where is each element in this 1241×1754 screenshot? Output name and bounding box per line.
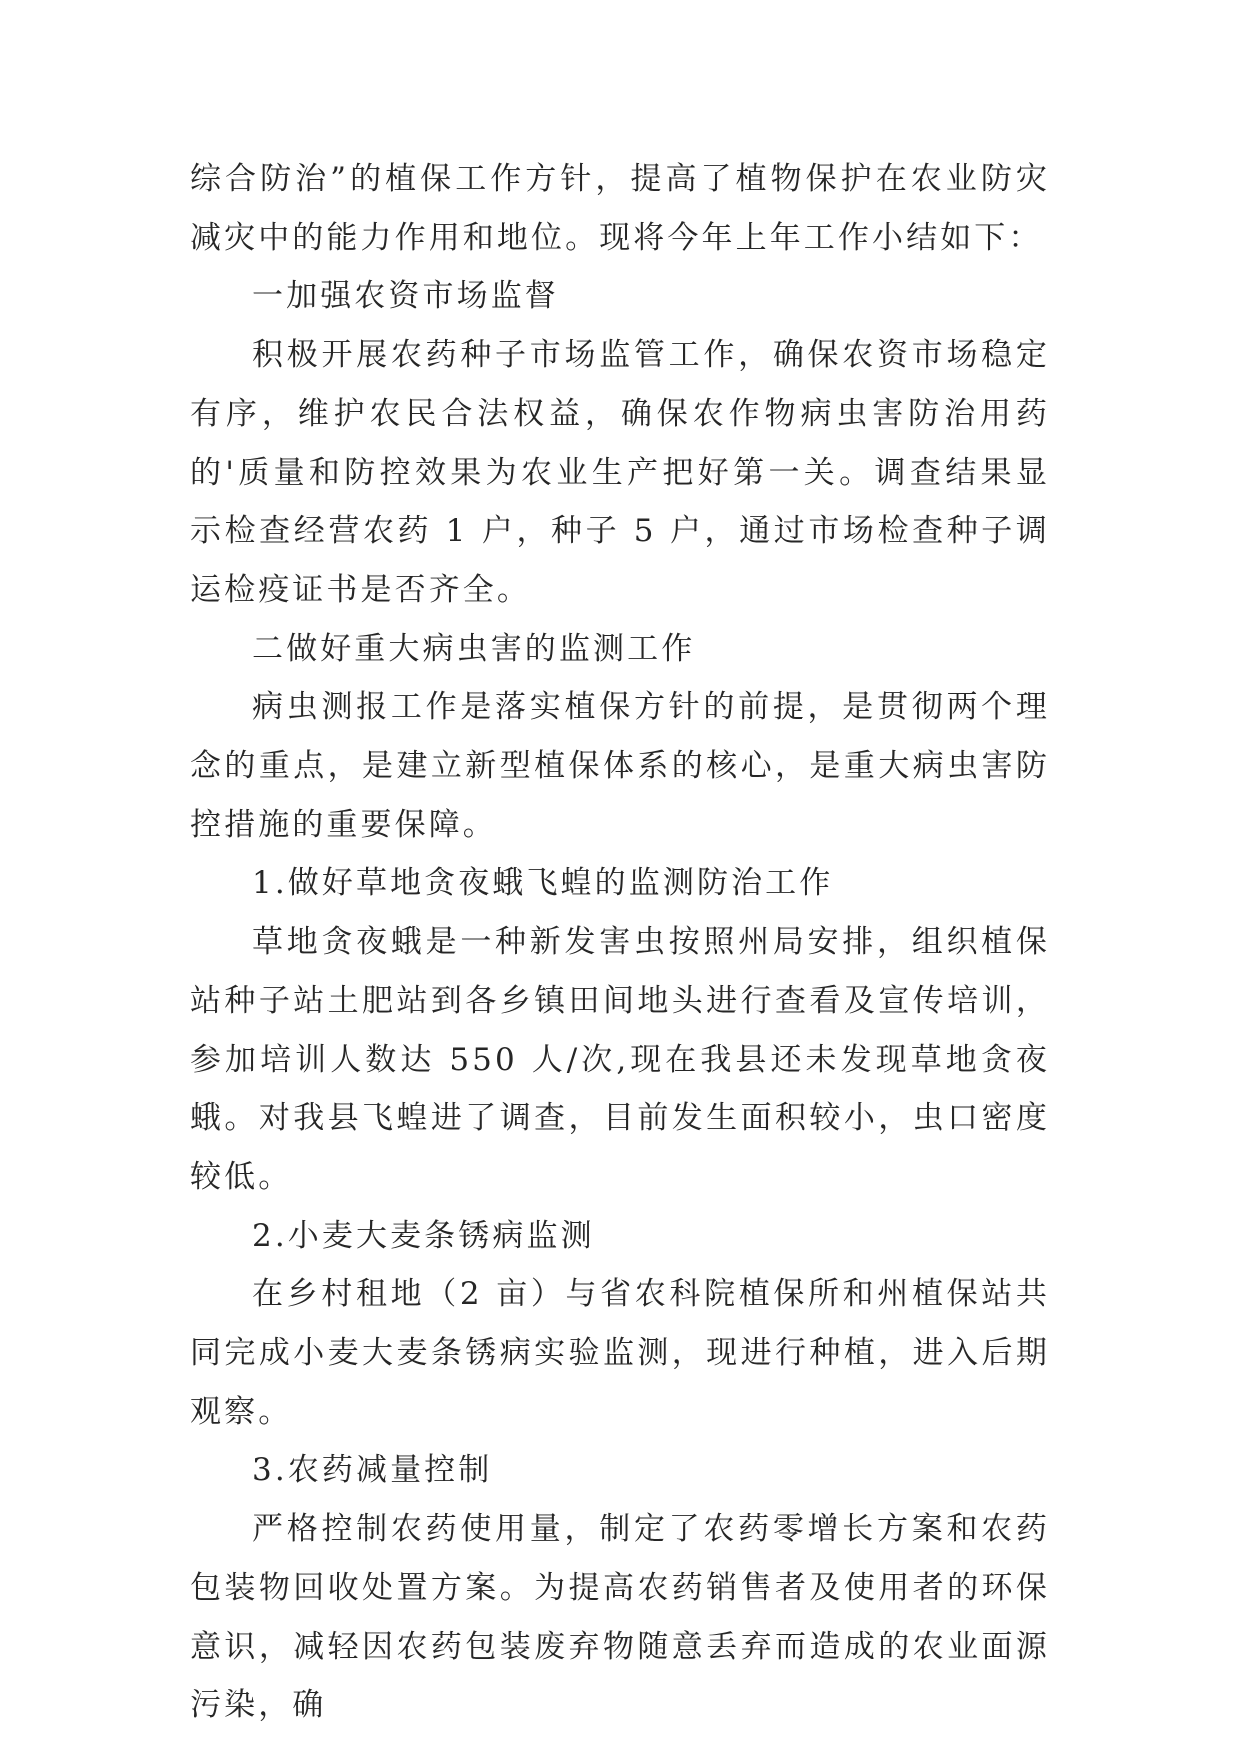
subheading-armyworm-locust: 1.做好草地贪夜蛾飞蝗的监测防治工作 — [252, 865, 834, 902]
subheading-stripe-rust: 2.小麦大麦条锈病监测 — [252, 1217, 595, 1254]
paragraph-pest-monitoring: 病虫测报工作是落实植保方针的前提，是贯彻两个理念的重点，是建立新型植保体系的核心，是重大病虫害防控措施的重要保障。 — [190, 689, 1050, 843]
paragraph-armyworm-locust: 草地贪夜蛾是一种新发害虫按照州局安排，组织植保站种子站土肥站到各乡镇田间地头进行查看及宣传培训，参加培训人数达 550 人/次,现在我县还未发现草地贪夜蛾。对我县飞蝗进了调查，目前发生面积较小，虫口密度较低。 — [190, 924, 1050, 1195]
document-body — [190, 150, 1050, 1735]
paragraph-market-supervision: 积极开展农药种子市场监管工作，确保农资市场稳定有序，维护农民合法权益，确保农作物病虫害防治用药的'质量和防控效果为农业生产把好第一关。调查结果显示检查经营农药 1 户，种子 5 户，通过市场检查种子调运检疫证书是否齐全。 — [190, 337, 1050, 608]
section-heading-pest-monitoring: 二做好重大病虫害的监测工作 — [252, 630, 696, 667]
paragraph-stripe-rust: 在乡村租地（2 亩）与省农科院植保所和州植保站共同完成小麦大麦条锈病实验监测，现进行种植，进入后期观察。 — [190, 1276, 1050, 1430]
section-heading-market-supervision: 一加强农资市场监督 — [252, 278, 559, 315]
paragraph-intro: 综合防治”的植保工作方针，提高了植物保护在农业防灾减灾中的能力作用和地位。现将今年上年工作小结如下： — [190, 161, 1050, 256]
paragraph-pesticide-reduction: 严格控制农药使用量，制定了农药零增长方案和农药包装物回收处置方案。为提高农药销售者及使用者的环保意识，减轻因农药包装废弃物随意丢弃而造成的农业面源污染，确 — [190, 1511, 1050, 1724]
subheading-pesticide-reduction: 3.农药减量控制 — [252, 1452, 493, 1489]
